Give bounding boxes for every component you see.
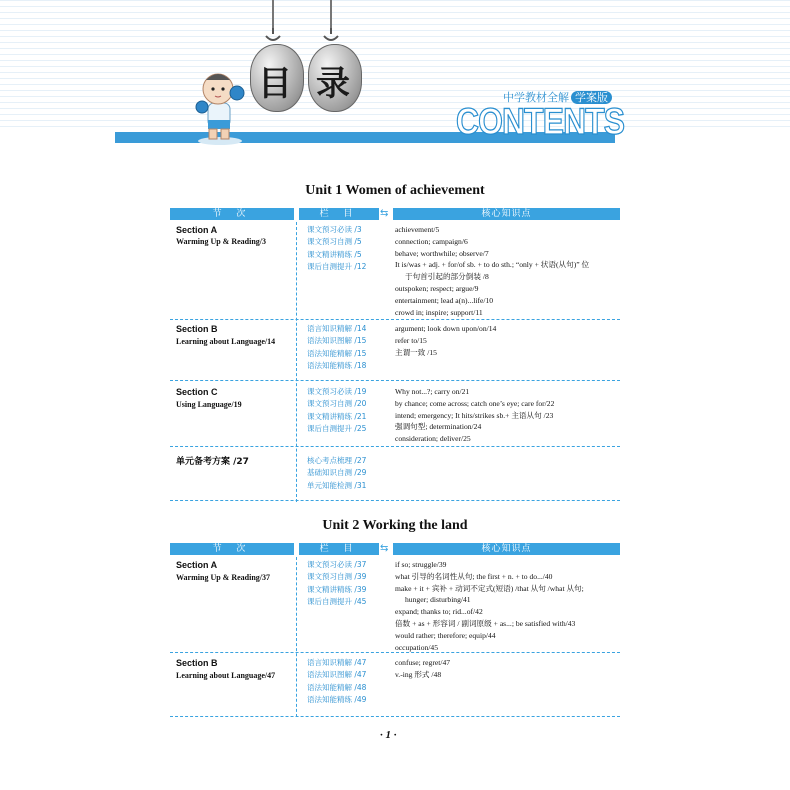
column-item: 核心考点梳理 /27	[307, 456, 367, 465]
column-item: 语法知能精解 /15	[307, 348, 367, 358]
point-item: expand; thanks to; rid...of/42	[395, 607, 483, 617]
column-item: 课文精讲精练 /5	[307, 249, 362, 259]
point-item: consideration; deliver/25	[395, 434, 471, 444]
point-item: intend; emergency; It hits/strikes sb.+ 主语从句 /23	[395, 410, 554, 420]
u2-sb-name: Section B	[176, 658, 218, 668]
u2-sb-sub: Learning about Language/47	[176, 671, 276, 680]
subtitle-text: 中学教材全解	[503, 91, 569, 104]
u1-sc-name: Section C	[176, 387, 218, 397]
column-item: 语法知能精练 /49	[307, 694, 367, 704]
point-item: behave; worthwhile; observe/7	[395, 248, 489, 258]
point-item: refer to/15	[395, 335, 427, 345]
u1-sb-sub: Learning about Language/14	[176, 337, 276, 346]
page-number: · 1 ·	[380, 729, 397, 741]
arrow-icon: ⇆	[380, 208, 389, 219]
u1-review-name: 单元备考方案 /27	[176, 457, 249, 467]
u1-sc-columns	[307, 386, 366, 435]
point-item: Why not...?; carry on/21	[395, 387, 470, 396]
u1-sb-columns	[307, 323, 366, 372]
col-header-section: 节 次	[170, 208, 294, 220]
header-stripes	[0, 0, 790, 130]
u1-sc-sub: Using Language/19	[176, 400, 242, 409]
u1-sa-name: Section A	[176, 225, 218, 235]
point-item: confuse; regret/47	[395, 658, 451, 667]
column-item: 语言知识精解 /14	[307, 324, 367, 333]
col-header-column: 栏 目	[299, 208, 379, 220]
point-item: v.-ing 形式 /48	[395, 669, 442, 679]
u1-sa-sub: Warming Up & Reading/3	[176, 237, 267, 246]
row-separator	[170, 446, 620, 447]
row-separator	[170, 500, 620, 501]
column-item: 语法知识图解 /15	[307, 336, 367, 346]
column-item: 单元知能检测 /31	[307, 480, 367, 490]
row-separator	[170, 319, 620, 320]
u2-sa-sub: Warming Up & Reading/37	[176, 573, 271, 582]
column-item: 课文预习必读 /3	[307, 225, 362, 234]
page-header	[0, 0, 790, 155]
unit-1-title: Unit 1 Women of achievement	[305, 183, 485, 198]
u1-sa-columns	[307, 224, 366, 273]
point-item: crowd in; inspire; support/11	[395, 307, 483, 317]
u2-sb-points	[395, 657, 450, 681]
column-item: 语法知能精解 /48	[307, 682, 367, 692]
u1-sb-name: Section B	[176, 324, 218, 334]
column-item: 语法知能精练 /18	[307, 360, 367, 370]
point-item: if so; struggle/39	[395, 560, 447, 569]
column-item: 课后自测提升 /12	[307, 261, 367, 271]
point-item: hunger; disturbing/41	[405, 595, 471, 605]
title-char-right: 录	[316, 64, 350, 104]
point-item: what 引导的名词性从句; the first + n. + to do.../40	[395, 571, 553, 581]
column-item: 课文精讲精练 /21	[307, 411, 367, 421]
u1-sc-points	[395, 386, 554, 445]
column-item: 语言知识精解 /47	[307, 658, 367, 667]
column-item: 课文预习必读 /37	[307, 560, 367, 569]
point-item: connection; campaign/6	[395, 236, 468, 246]
column-item: 课后自测提升 /45	[307, 596, 367, 606]
arrow-icon: ⇆	[380, 543, 389, 554]
point-item: occupation/45	[395, 642, 439, 652]
point-item: 于句首引起的部分倒装 /8	[405, 272, 489, 282]
column-item: 语法知识图解 /47	[307, 670, 367, 680]
col-header-column: 栏 目	[299, 543, 379, 555]
point-item: 主谓一致 /15	[395, 347, 437, 357]
point-item: outspoken; respect; argue/9	[395, 283, 479, 293]
title-char-left: 目	[258, 64, 292, 104]
column-item: 课文精讲精练 /39	[307, 584, 367, 594]
column-item: 课后自测提升 /25	[307, 423, 367, 433]
unit-2-title: Unit 2 Working the land	[322, 518, 468, 533]
column-divider	[296, 222, 297, 502]
col-header-knowledge: 核心知识点	[393, 543, 620, 555]
point-item: entertainment; lead a(n)...life/10	[395, 295, 494, 305]
column-item: 课文预习必读 /19	[307, 387, 367, 396]
u2-sa-points	[395, 559, 584, 653]
point-item: It is/was + adj. + for/of sb. + to do sth.; “only + 状语(从句)” 位	[395, 260, 590, 270]
hook-right-icon	[320, 28, 342, 44]
point-item: 倍数 + as + 形容词 / 副词原级 + as...; be satisfied with/43	[395, 618, 576, 628]
column-item: 基础知识自测 /29	[307, 468, 367, 478]
subtitle-badge: 学案版	[571, 91, 612, 104]
boxer-boy-icon	[190, 65, 250, 145]
col-header-section: 节 次	[170, 543, 294, 555]
u2-sb-columns	[307, 657, 366, 706]
u1-sa-points	[395, 224, 589, 318]
point-item: achievement/5	[395, 225, 440, 234]
column-divider	[296, 557, 297, 717]
u1-review-columns	[307, 455, 366, 492]
contents-wordmark: CONTENTS	[456, 101, 625, 142]
u1-sb-points	[395, 323, 496, 358]
u2-sa-columns	[307, 559, 366, 608]
point-item: 强调句型; determination/24	[395, 422, 482, 432]
hook-left-icon	[262, 28, 284, 44]
point-item: would rather; therefore; equip/44	[395, 630, 496, 640]
row-separator	[170, 716, 620, 717]
row-separator	[170, 652, 620, 653]
col-header-knowledge: 核心知识点	[393, 208, 620, 220]
point-item: make + it + 宾补 + 动词不定式(短语) /that 从句 /what 从句;	[395, 583, 584, 593]
row-separator	[170, 380, 620, 381]
column-item: 课文预习自测 /39	[307, 572, 367, 582]
u2-sa-name: Section A	[176, 560, 218, 570]
point-item: argument; look down upon/on/14	[395, 324, 497, 333]
column-item: 课文预习自测 /5	[307, 237, 362, 247]
column-item: 课文预习自测 /20	[307, 399, 367, 409]
point-item: by chance; come across; catch one’s eye; care for/22	[395, 398, 555, 408]
